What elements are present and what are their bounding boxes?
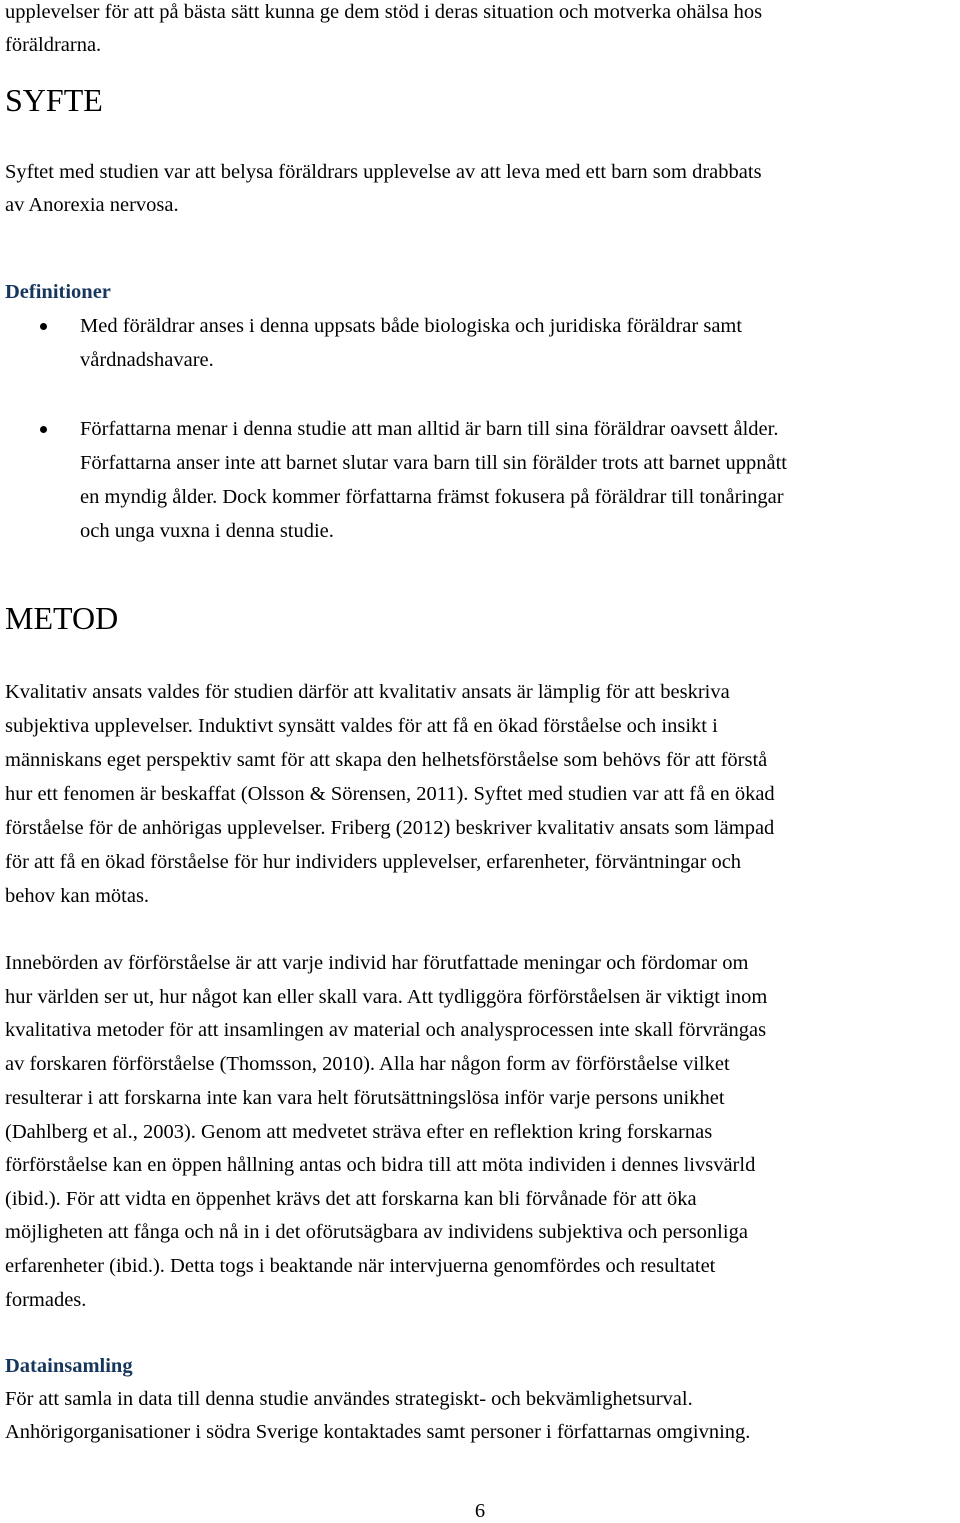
metod-paragraph-line: kvalitativa metoder för att insamlingen av material och analysprocessen inte skall förvrängas xyxy=(5,1019,767,1041)
metod-paragraph-line: behov kan mötas. xyxy=(5,885,150,907)
intro-line: föräldrarna. xyxy=(5,34,102,56)
metod-paragraph-line: Innebörden av förförståelse är att varje individ har förutfattade meningar och fördomar om xyxy=(5,952,749,974)
metod-paragraph-line: förståelse för de anhörigas upplevelser. Friberg (2012) beskriver kvalitativ ansats som lämpad xyxy=(5,817,775,839)
metod-paragraph-line: hur världen ser ut, hur något kan eller skall vara. Att tydliggöra förförståelsen är viktigt inom xyxy=(5,986,768,1008)
syfte-line: Syftet med studien var att belysa föräldrars upplevelse av att leva med ett barn som drabbats xyxy=(5,161,762,183)
bullet-line: Författarna anser inte att barnet slutar vara barn till sin förälder trots att barnet uppnått xyxy=(80,452,787,474)
bullet-line: vårdnadshavare. xyxy=(80,349,214,371)
metod-paragraph-line: för att få en ökad förståelse för hur individers upplevelser, erfarenheter, förväntningar och xyxy=(5,851,742,873)
metod-paragraph-line: resulterar i att forskarna inte kan vara helt förutsättningslösa inför varje persons unikhet xyxy=(5,1087,725,1109)
syfte-line: av Anorexia nervosa. xyxy=(5,194,179,216)
metod-paragraph-line: människans eget perspektiv samt för att skapa den helhetsförståelse som behövs för att förstå xyxy=(5,749,768,771)
metod-paragraph-line: möjligheten att fånga och nå in i det oförutsägbara av individens subjektiva och personliga xyxy=(5,1221,748,1243)
metod-paragraph-line: subjektiva upplevelser. Induktivt synsätt valdes för att få en ökad förståelse och insikt i xyxy=(5,715,718,737)
datainsamling-line: Anhörigorganisationer i södra Sverige kontaktades samt personer i författarnas omgivning. xyxy=(5,1421,751,1443)
section-heading-metod: METOD xyxy=(5,600,119,636)
bullet-line: Författarna menar i denna studie att man alltid är barn till sina föräldrar oavsett ålder. xyxy=(80,418,779,440)
page-number: 6 xyxy=(474,1500,486,1522)
bullet-line: Med föräldrar anses i denna uppsats både biologiska och juridiska föräldrar samt xyxy=(80,315,743,337)
metod-paragraph-line: erfarenheter (ibid.). Detta togs i beaktande när intervjuerna genomfördes och resultatet xyxy=(5,1255,716,1277)
subheading-datainsamling: Datainsamling xyxy=(5,1355,133,1377)
metod-paragraph-line: (Dahlberg et al., 2003). Genom att medvetet sträva efter en reflektion kring forskarnas xyxy=(5,1121,713,1143)
bullet-marker xyxy=(40,426,47,433)
metod-paragraph-line: hur ett fenomen är beskaffat (Olsson & Sörensen, 2011). Syftet med studien var att få en ökad xyxy=(5,783,775,805)
bullet-marker xyxy=(40,323,47,330)
intro-line: upplevelser för att på bästa sätt kunna ge dem stöd i deras situation och motverka ohälsa hos xyxy=(5,1,763,23)
metod-paragraph-line: (ibid.). För att vidta en öppenhet krävs det att forskarna kan bli förvånade för att öka xyxy=(5,1188,697,1210)
datainsamling-line: För att samla in data till denna studie användes strategiskt- och bekvämlighetsurval. xyxy=(5,1388,693,1410)
subheading-definitioner: Definitioner xyxy=(5,281,111,303)
metod-paragraph-line: Kvalitativ ansats valdes för studien därför att kvalitativ ansats är lämplig för att beskriva xyxy=(5,681,730,703)
metod-paragraph-line: av forskaren förförståelse (Thomsson, 2010). Alla har någon form av förförståelse vilket xyxy=(5,1053,730,1075)
bullet-line: och unga vuxna i denna studie. xyxy=(80,520,334,542)
metod-paragraph-line: formades. xyxy=(5,1289,87,1311)
metod-paragraph-line: förförståelse kan en öppen hållning antas och bidra till att möta individen i dennes livsvärld xyxy=(5,1154,756,1176)
section-heading-syfte: SYFTE xyxy=(5,82,103,118)
bullet-line: en myndig ålder. Dock kommer författarna främst fokusera på föräldrar till tonåringar xyxy=(80,486,784,508)
